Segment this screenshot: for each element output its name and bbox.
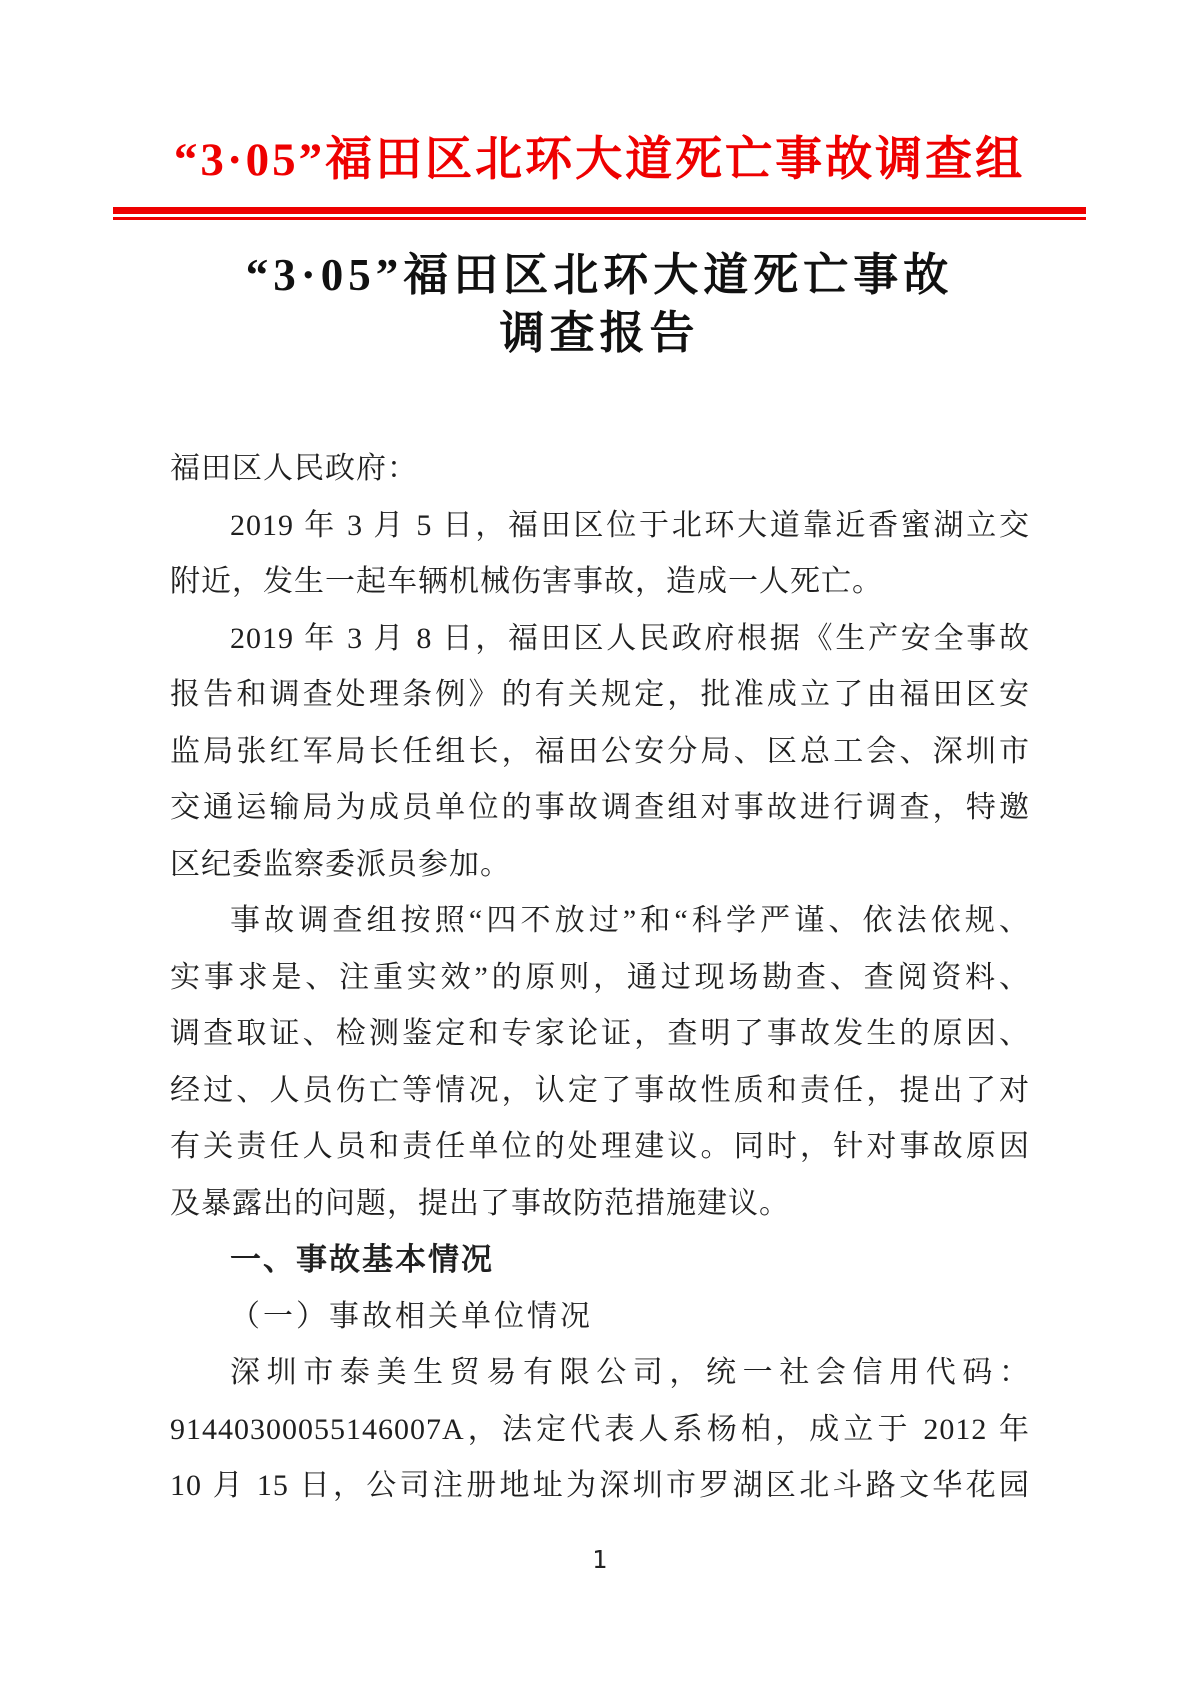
body-line: 深圳市泰美生贸易有限公司，统一社会信用代码： (230, 1356, 1030, 1389)
section-heading: 一、事故基本情况 (230, 1242, 494, 1277)
body-line: 91440300055146007A，法定代表人系杨柏，成立于 2012 年 (170, 1412, 1030, 1446)
report-body (170, 441, 1030, 1515)
body-line: 10 月 15 日，公司注册地址为深圳市罗湖区北斗路文华花园 (170, 1469, 1030, 1502)
report-title-line2: 调查报告 (499, 308, 700, 358)
masthead-rule-thin-line (113, 217, 1086, 220)
body-line: 区纪委监察委派员参加。 (170, 847, 511, 881)
body-line: 实事求是、注重实效”的原则，通过现场勘查、查阅资料、 (170, 960, 1030, 994)
body-line: 调查取证、检测鉴定和专家论证，查明了事故发生的原因、 (170, 1017, 1030, 1050)
masthead-rule-thick-line (113, 207, 1086, 214)
body-line: 2019 年 3 月 8 日，福田区人民政府根据《生产安全事故 (230, 621, 1030, 655)
subsection-heading: （一）事故相关单位情况 (230, 1299, 593, 1333)
body-line: 报告和调查处理条例》的有关规定，批准成立了由福田区安 (170, 678, 1030, 711)
body-line: 监局张红军局长任组长，福田公安分局、区总工会、深圳市 (170, 734, 1030, 768)
masthead-rule (113, 207, 1086, 220)
masthead-title: “3·05”福田区北环大道死亡事故调查组 (173, 134, 1026, 186)
body-line: 有关责任人员和责任单位的处理建议。同时，针对事故原因 (170, 1130, 1030, 1163)
body-line: 事故调查组按照“四不放过”和“科学严谨、依法依规、 (230, 904, 1030, 937)
page-number: 1 (591, 1545, 608, 1574)
body-line: 交通运输局为成员单位的事故调查组对事故进行调查，特邀 (170, 791, 1030, 824)
report-title-line1: “3·05”福田区北环大道死亡事故 (245, 250, 954, 300)
body-line: 及暴露出的问题，提出了事故防范措施建议。 (170, 1186, 790, 1220)
report-title (0, 246, 1199, 362)
body-line: 2019 年 3 月 5 日，福田区位于北环大道靠近香蜜湖立交 (230, 508, 1030, 542)
masthead (0, 0, 1199, 190)
salutation-line: 福田区人民政府： (170, 452, 418, 485)
body-line: 附近，发生一起车辆机械伤害事故，造成一人死亡。 (170, 565, 883, 598)
body-line: 经过、人员伤亡等情况，认定了事故性质和责任，提出了对 (170, 1073, 1030, 1107)
